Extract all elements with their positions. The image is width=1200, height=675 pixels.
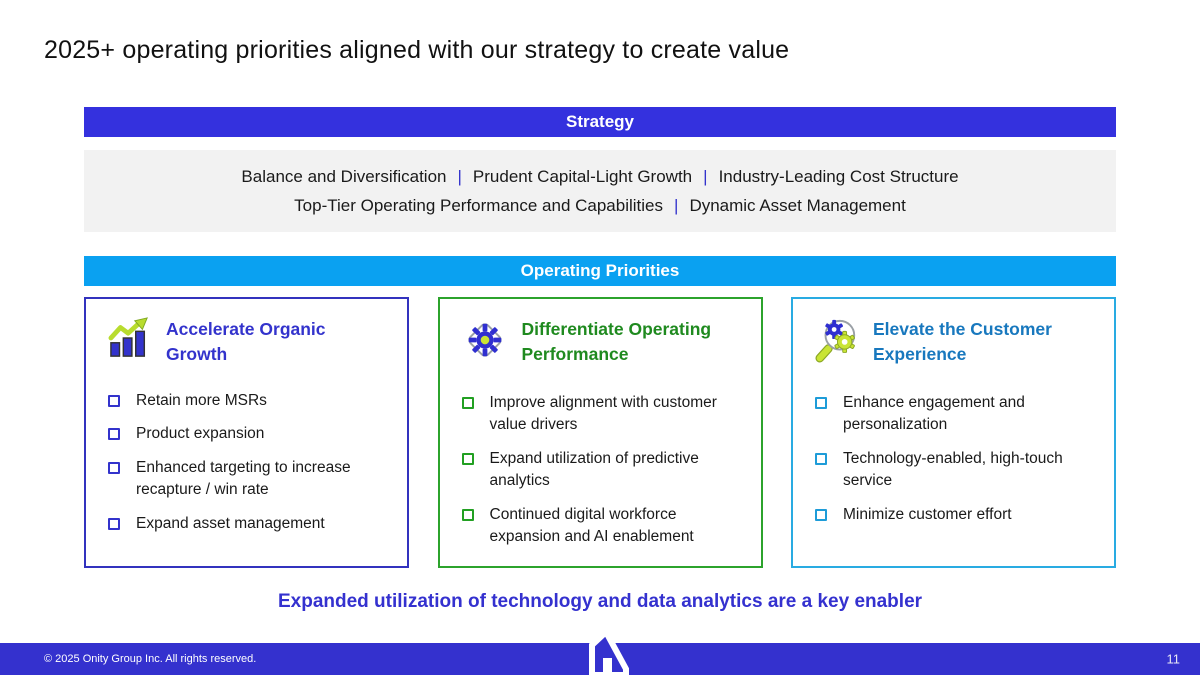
square-bullet-icon — [815, 453, 827, 465]
priority-cards — [84, 297, 1116, 568]
square-bullet-icon — [815, 509, 827, 521]
card-header — [815, 315, 1100, 368]
card-list — [108, 390, 393, 535]
strategy-item: Dynamic Asset Management — [689, 195, 906, 215]
list-item: Minimize customer effort — [815, 504, 1100, 526]
page-title: 2025+ operating priorities aligned with our strategy to create value — [44, 36, 790, 64]
separator: | — [703, 166, 708, 186]
list-item: Enhanced targeting to increase recapture / win rate — [108, 457, 393, 502]
strategy-banner-label: Strategy — [565, 112, 635, 131]
card-list — [462, 392, 747, 549]
card-title: Differentiate Operating Performance — [521, 319, 712, 364]
strategy-item: Prudent Capital-Light Growth — [472, 166, 693, 186]
strategy-banner — [84, 107, 1116, 137]
list-item: Product expansion — [108, 423, 393, 445]
copyright-text: © 2025 Onity Group Inc. All rights reserved. — [44, 653, 257, 665]
card-elevate-customer-experience — [791, 297, 1116, 568]
square-bullet-icon — [815, 397, 827, 409]
list-item: Technology-enabled, high-touch service — [815, 448, 1100, 493]
magnifier-gears-icon — [815, 317, 859, 368]
card-list — [815, 392, 1100, 526]
square-bullet-icon — [108, 428, 120, 440]
operating-priorities-banner-label: Operating Priorities — [520, 261, 680, 280]
operating-priorities-banner — [84, 256, 1116, 286]
separator: | — [674, 195, 679, 215]
card-header — [462, 315, 747, 368]
bar-chart-growth-icon — [108, 317, 152, 364]
square-bullet-icon — [108, 518, 120, 530]
card-accelerate-organic-growth — [84, 297, 409, 568]
strategy-line-2 — [294, 196, 906, 216]
strategy-item: Balance and Diversification — [241, 166, 447, 186]
key-enabler-message: Expanded utilization of technology and data analytics are a key enabler — [277, 591, 923, 612]
square-bullet-icon — [462, 453, 474, 465]
strategy-summary-box — [84, 150, 1116, 232]
square-bullet-icon — [462, 509, 474, 521]
card-title: Elevate the Customer Experience — [873, 319, 1052, 364]
square-bullet-icon — [462, 397, 474, 409]
page-number: 11 — [1166, 651, 1180, 667]
list-item: Improve alignment with customer value drivers — [462, 392, 747, 437]
square-bullet-icon — [108, 462, 120, 474]
card-differentiate-operating-performance — [438, 297, 763, 568]
strategy-item: Industry-Leading Cost Structure — [718, 166, 959, 186]
list-item: Expand asset management — [108, 513, 393, 535]
card-title: Accelerate Organic Growth — [166, 319, 326, 364]
strategy-line-1 — [241, 167, 958, 187]
onity-house-logo-icon — [586, 629, 630, 675]
list-item: Retain more MSRs — [108, 390, 393, 412]
strategy-item: Top-Tier Operating Performance and Capabilities — [294, 195, 664, 215]
card-header — [108, 315, 393, 366]
list-item: Expand utilization of predictive analytics — [462, 448, 747, 493]
separator: | — [457, 166, 462, 186]
list-item: Enhance engagement and personalization — [815, 392, 1100, 437]
gear-hands-icon — [462, 317, 508, 368]
list-item: Continued digital workforce expansion and AI enablement — [462, 504, 747, 549]
square-bullet-icon — [108, 395, 120, 407]
